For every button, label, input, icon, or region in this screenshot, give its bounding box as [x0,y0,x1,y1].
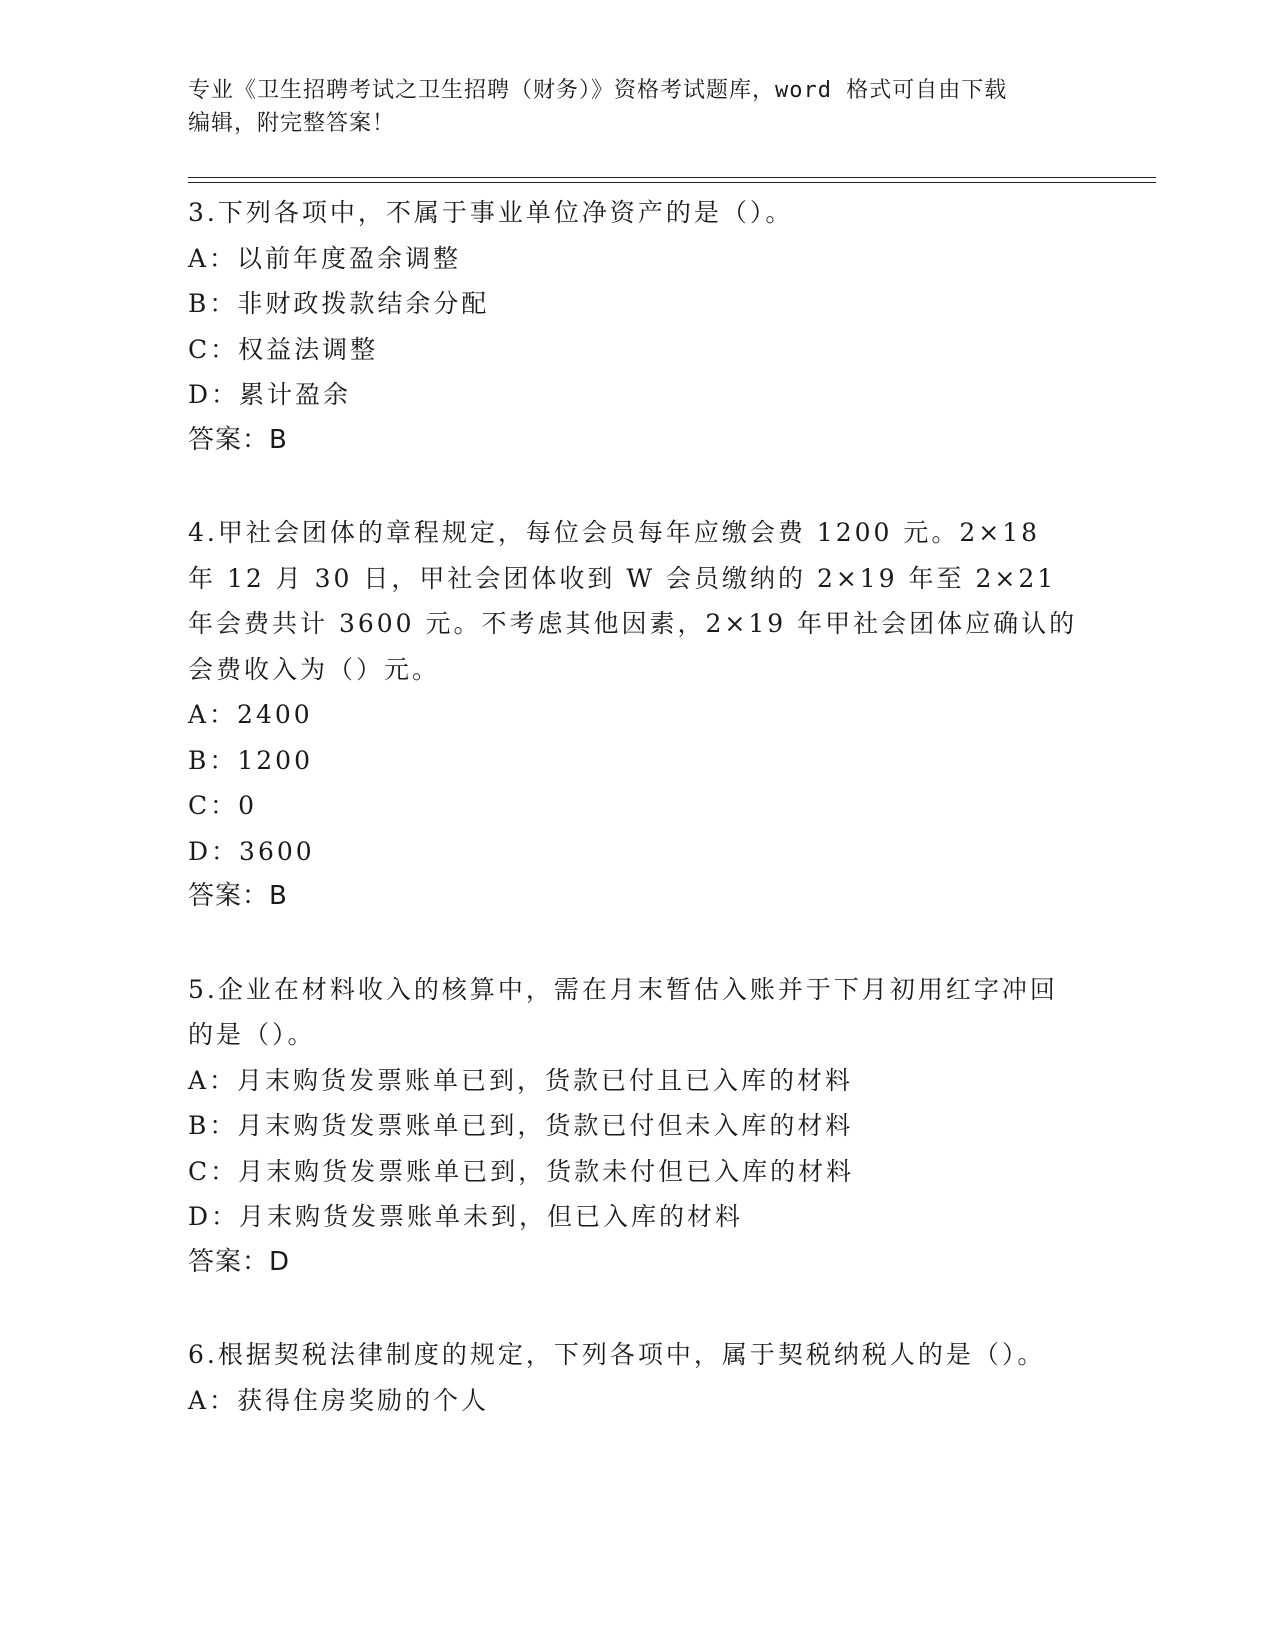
question-stem: 5.企业在材料收入的核算中，需在月末暂估入账并于下月初用红字冲回的是（）。 [188,974,1058,1049]
option-a: A：获得住房奖励的个人 [188,1385,490,1415]
option-c: C：月末购货发票账单已到，货款未付但已入库的材料 [188,1156,855,1186]
answer-label: 答案：D [188,1246,291,1277]
option-a: A：以前年度盈余调整 [188,243,462,273]
answer-label: 答案：B [188,881,288,911]
question-6 [188,1332,1088,1423]
option-a: A：月末购货发票账单已到，货款已付且已入库的材料 [188,1065,854,1095]
header-double-rule [188,177,1156,183]
question-5 [188,967,1088,1286]
question-4 [188,510,1088,920]
option-c: C：权益法调整 [188,334,379,364]
question-stem: 3.下列各项中，不属于事业单位净资产的是（）。 [188,198,794,227]
option-b: B：非财政拨款结余分配 [188,289,490,318]
option-d: D：月末购货发票账单未到，但已入库的材料 [188,1202,744,1231]
option-d: D：累计盈余 [188,380,352,409]
answer-label: 答案：B [188,424,288,455]
question-stem: 4.甲社会团体的章程规定，每位会员每年应缴会费 1200 元。2×18 年 12 月 30 日，甲社会团体收到 W 会员缴纳的 2×19 年至 2×21 年会费共计 3600 元。不考虑其他因素，2×19 年甲社会团体应确认的会费收入为（）元。 [188,518,1078,684]
option-b: B：1200 [188,745,313,775]
question-3 [188,190,1088,463]
option-a: A：2400 [188,700,313,729]
option-b: B：月末购货发票账单已到，货款已付但未入库的材料 [188,1111,854,1140]
question-stem: 6.根据契税法律制度的规定，下列各项中，属于契税纳税人的是（）。 [188,1340,1046,1369]
question-list [188,190,1088,1470]
header-line-1: 专业《卫生招聘考试之卫生招聘（财务）》资格考试题库，word 格式可自由下载 [188,78,1008,103]
document-header [188,74,1088,140]
option-c: C：0 [188,791,258,820]
header-line-2: 编辑，附完整答案！ [188,111,396,136]
option-d: D：3600 [188,836,315,866]
